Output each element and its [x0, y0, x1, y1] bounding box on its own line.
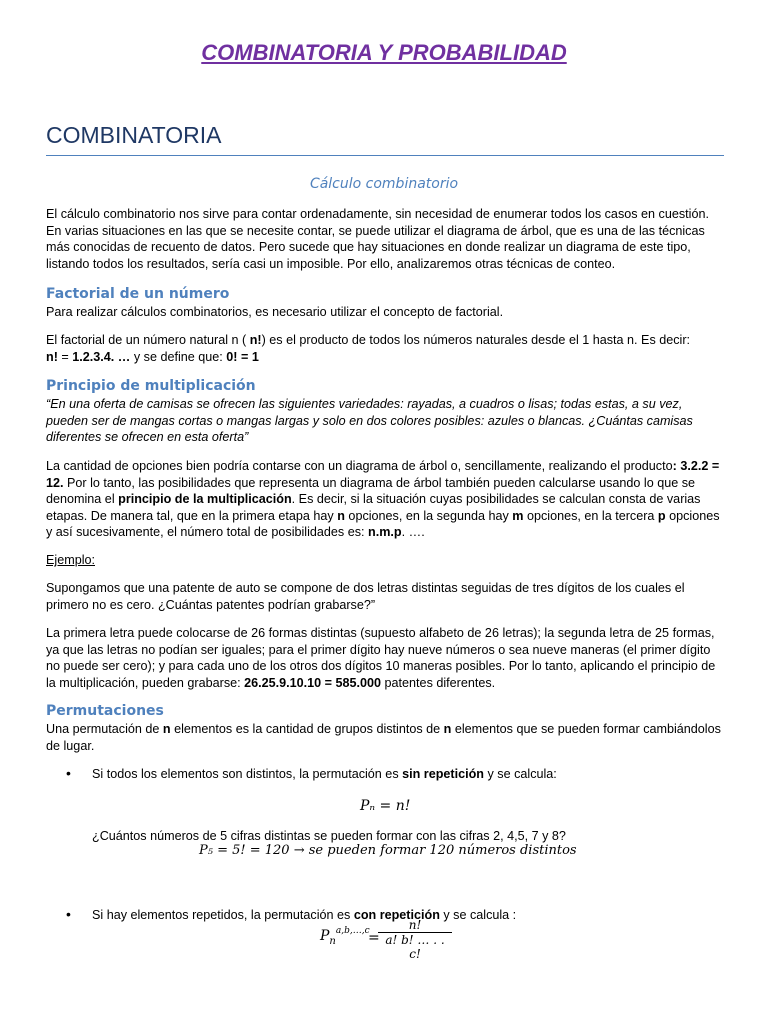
text-run: elementos es la cantidad de grupos distintos de: [170, 722, 444, 736]
text-run: Si todos los elementos son distintos, la permutación es: [92, 767, 403, 781]
subsection-heading: Cálculo combinatorio: [309, 176, 459, 192]
bold-run: p: [657, 508, 666, 523]
permutations-heading: Permutaciones: [46, 703, 164, 719]
text-run: y se calcula:: [484, 767, 557, 781]
example-question: Supongamos que una patente de auto se compone de dos letras distintas seguidas de tres dígitos de los cuales el primero no es cero. ¿Cuántas patentes podrían grabarse?”: [46, 581, 685, 612]
formula-subscript: n: [329, 936, 336, 947]
text-run: Una permutación de: [46, 722, 163, 736]
factorial-paragraph-2: [46, 332, 726, 365]
text-run: opciones y así sucesivamente, el número total de posibilidades es:: [46, 508, 720, 539]
multiplication-heading: Principio de multiplicación: [46, 378, 256, 394]
bold-run: 0! = 1: [226, 349, 259, 364]
bullet-icon: •: [66, 906, 71, 922]
permutation-question: ¿Cuántos números de 5 cifras distintas se pueden formar con las cifras 2, 4,5, 7 y 8?: [92, 829, 566, 843]
bold-run: n: [337, 508, 345, 523]
bold-run: sin repetición: [402, 767, 484, 781]
text-run: y se calcula :: [439, 908, 517, 922]
text-run: ) es el producto de todos los números naturales desde el 1 hasta n. Es decir:: [261, 333, 691, 347]
formula-superscript: a,b,…,c: [335, 926, 370, 936]
bold-run: n: [162, 722, 171, 736]
text-run: opciones, en la segunda hay: [344, 508, 513, 523]
section-rule: [46, 155, 724, 156]
text-run: elementos que se pueden formar cambiándolos de lugar.: [46, 722, 721, 753]
text-run: y se define que:: [133, 349, 227, 364]
formula-equals: =: [368, 930, 380, 946]
bold-run: con repetición: [353, 908, 440, 922]
formula-lhs: [320, 926, 370, 947]
text-run: . Es decir, si la situación cuyas posibilidades se calculan consta de varias etapas. De manera tal, que en la primera etapa hay: [46, 492, 701, 523]
formula-permutation: Pₙ = n!: [360, 798, 411, 814]
document-title: COMBINATORIA Y PROBABILIDAD: [201, 40, 567, 65]
permutations-paragraph: [46, 721, 726, 754]
factorial-heading: Factorial de un número: [46, 286, 230, 302]
bold-run: 26.25.9.10.10 = 585.000: [244, 675, 382, 690]
text-run: =: [57, 349, 73, 364]
bold-run: m: [512, 508, 524, 523]
text-run: patentes diferentes.: [381, 675, 496, 690]
multiplication-quote: “En una oferta de camisas se ofrecen las siguientes variedades: rayadas, a cuadros o lisas; todas estas, a su vez, pueden ser de mangas cortas o mangas largas y solo en dos colores posibles: azules o blancas. ¿Cuántas camisas diferentes se ofrecen en esta oferta”: [46, 397, 693, 444]
section-heading: COMBINATORIA: [46, 122, 222, 148]
bold-run: 1.2.3.4. …: [72, 349, 134, 364]
formula-fraction: [378, 918, 452, 961]
bold-run: n!: [46, 349, 58, 364]
formula-base: P: [320, 928, 330, 944]
formula-denominator: a! b! … . . c!: [385, 933, 445, 961]
factorial-paragraph-1: Para realizar cálculos combinatorios, es necesario utilizar el concepto de factorial.: [46, 305, 504, 319]
bullet-icon: •: [66, 765, 71, 781]
text-run: Si hay elementos repetidos, la permutación es: [92, 908, 354, 922]
text-run: . ….: [401, 525, 425, 539]
example-answer: [46, 625, 726, 691]
formula-numerator: n!: [378, 918, 452, 933]
multiplication-paragraph: [46, 458, 726, 541]
bold-run: n.m.p: [368, 525, 402, 539]
example-label: Ejemplo:: [46, 553, 95, 567]
bold-run: 3.2.2 = 12.: [46, 459, 720, 490]
bold-run: n!: [249, 333, 262, 347]
text-run: La cantidad de opciones bien podría contarse con un diagrama de árbol o, sencillamente, realizando el producto: [46, 459, 673, 473]
intro-paragraph: El cálculo combinatorio nos sirve para contar ordenadamente, sin necesidad de enumerar todos los casos en cuestión. En varias situaciones en las que se necesite contar, se puede utilizar el diagrama de árbol, que es una de las técnicas más conocidas de recuento de datos. Pero sucede que hay situaciones en donde realizar un diagrama de este tipo, listando todos los resultados, sería casi un imposible. Por ello, analizaremos otras técnicas de conteo.: [46, 207, 709, 271]
text-run: opciones, en la tercera: [523, 508, 658, 523]
bold-run: principio de la multiplicación: [118, 492, 292, 506]
text-run: El factorial de un número natural n (: [46, 333, 250, 347]
formula-permutation-example: P₅ = 5! = 120 → se pueden formar 120 números distintos: [199, 843, 577, 858]
bold-run: n: [443, 722, 452, 736]
bold-run: :: [672, 459, 677, 473]
bullet-item-1: [92, 766, 722, 783]
text-run: Por lo tanto, las posibilidades que representa un diagrama de árbol también pueden calcularse usando lo que se denomina el: [46, 475, 696, 506]
text-run: La primera letra puede colocarse de 26 formas distintas (supuesto alfabeto de 26 letras); la segunda letra de 25 formas, ya que las letras no podían ser iguales; para el primer dígito hay nueve números o sea nueve maneras (el primer dígito no puede ser cero); y para cada uno de los otros dos dígitos 10 maneras posibles. Por lo tanto, aplicando el principio de la multiplicación, pueden grabarse:: [46, 626, 716, 690]
